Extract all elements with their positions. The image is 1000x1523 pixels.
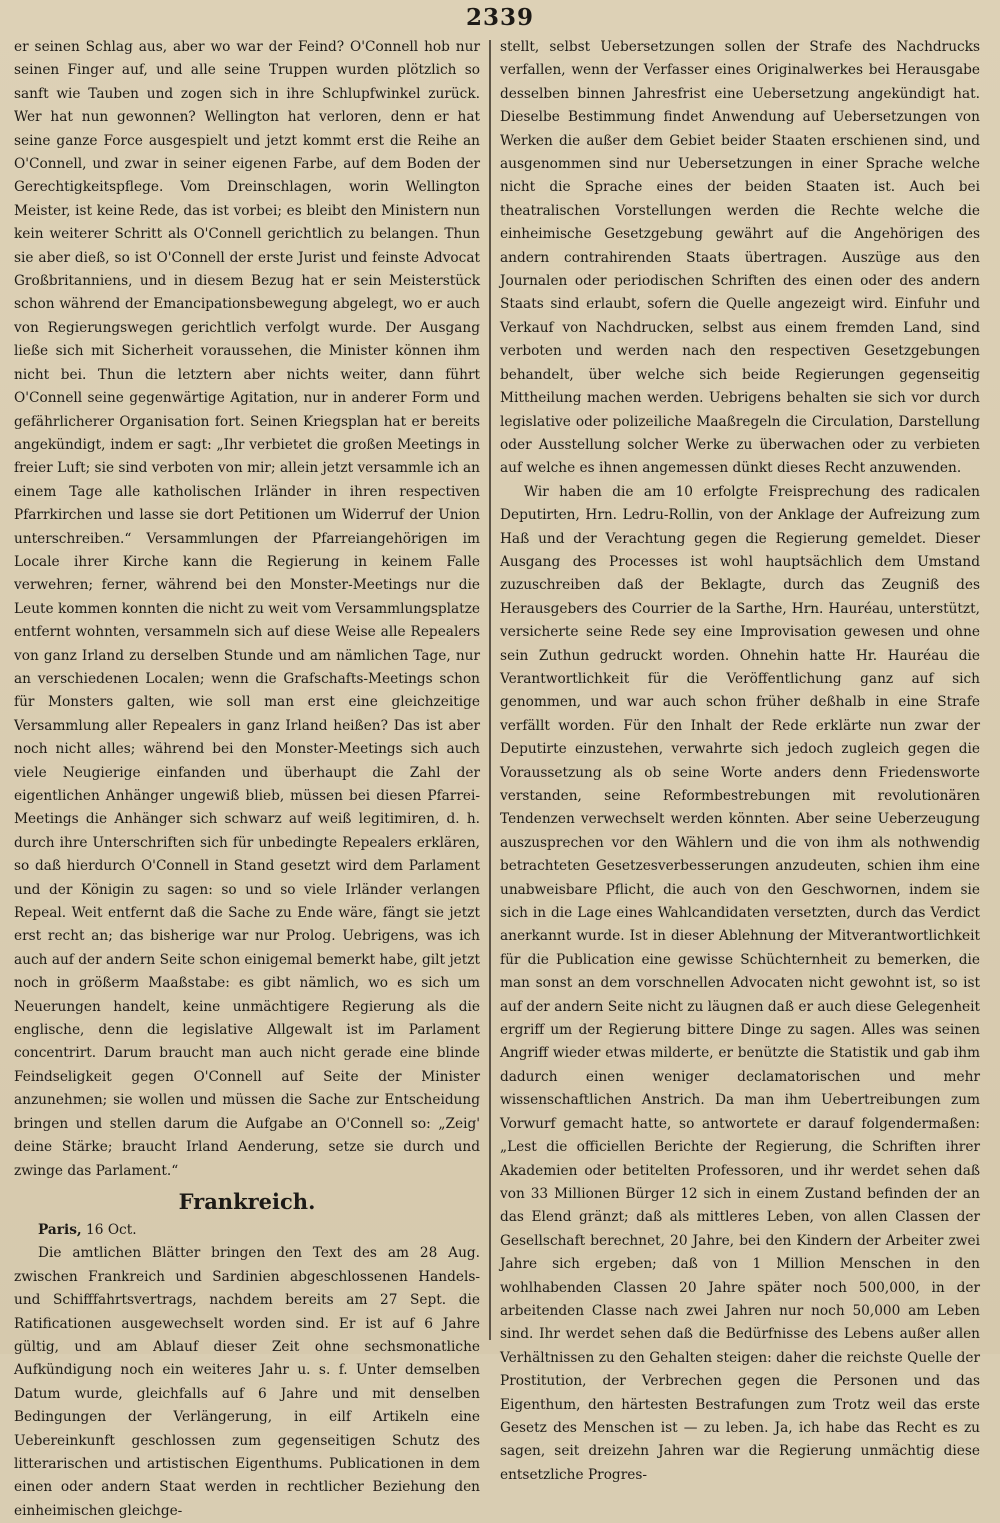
- article-paragraph: Wir haben die am 10 erfolgte Freisprechung des radicalen Deputirten, Hrn. Ledru-Rollin, von der Anklage der Aufreizung zum Haß und der Verachtung gegen die Regierung gemeldet. Dieser Ausgang des Processes ist wohl hauptsächlich dem Umstand zuzuschreiben daß der Beklagte, durch das Zeugniß des Herausgebers des Courrier de la Sarthe, Hrn. Hauréau, unterstützt, versicherte seine Rede sey eine Improvisation gewesen und ohne sein Zuthun gedruckt worden. Ohnehin hatte Hr. Hauréau die Verantwortlichkeit für die Veröffentlichung ganz auf sich genommen, und war auch schon früher deßhalb in eine Strafe verfällt worden. Für den Inhalt der Rede erklärte nun zwar der Deputirte einzustehen, verwahrte sich jedoch zugleich gegen die Voraussetzung als ob seine Worte anders denn Friedensworte verstanden, seine Reformbestrebungen mit revolutionären Tendenzen verwechselt werden könnten. Aber seine Ueberzeugung auszusprechen vor den Wählern und die von ihm als nothwendig betrachteten Gesetzesverbesserungen anzudeuten, schien ihm eine unabweisbare Pflicht, die auch von den Geschwornen, indem sie sich in die Lage eines Wahlcandidaten versetzten, durch das Verdict anerkannt wurde. Ist in dieser Ablehnung der Mitverantwortlichkeit für die Publication eine gewisse Schüchternheit zu bemerken, die man sonst an dem vorschnellen Advocaten nicht gewohnt ist, so ist auf der andern Seite nicht zu läugnen daß er auch diese Gelegenheit ergriff um der Regierung bittere Dinge zu sagen. Alles was seinen Angriff wieder etwas milderte, er benützte die Statistik und gab ihm dadurch einen weniger declamatorischen und mehr wissenschaftlichen Anstrich. Da man ihm Uebertreibungen zum Vorwurf gemacht hatte, so antwortete er darauf folgendermaßen: „Lest die officiellen Berichte der Regierung, die Schriften ihrer Akademien oder betitelten Professoren, und ihr werdet sehen daß von 33 Millionen Bürger 12 sich in einem Zustand befinden der an das Elend gränzt; daß als mittleres Leben, von allen Classen der Gesellschaft berechnet, 20 Jahre, bei den Kindern der Arbeiter zwei Jahre sich ergeben; daß von 1 Million Menschen in den wohlhabenden Classen 20 Jahre später noch 500,000, in der arbeitenden Classe nach zwei Jahren nur noch 50,000 am Leben sind. Ihr werdet sehen daß die Bedürfnisse des Lebens außer allen Verhältnissen zu den Gehalten steigen: daher die reichste Quelle der Prostitution, der Verbrechen gegen die Personen und das Eigenthum, den härtesten Bestrafungen zum Trotz weil das erste Gesetz des Menschen ist — zu leben. Ja, ich habe das Recht es zu sagen, seit dreizehn Jahren war die Regierung unmächtig diese entsetzliche Progres-: [500, 483, 980, 1483]
- article-paragraph: [14, 1219, 480, 1242]
- page-number: 2339: [465, 4, 534, 31]
- article-paragraph: Die amtlichen Blätter bringen den Text des am 28 Aug. zwischen Frankreich und Sardinien abgeschlossenen Handels- und Schifffahrtsvertrags, nachdem bereits am 27 Sept. die Ratificationen ausgewechselt worden sind. Er ist auf 6 Jahre gültig, und am Ablauf dieser Zeit ohne sechsmonatliche Aufkündigung noch ein weiteres Jahr u. s. f. Unter demselben Datum wurde, gleichfalls auf 6 Jahre und mit denselben Bedingungen der Verlängerung, in eilf Artikeln eine Uebereinkunft geschlossen zum gegenseitigen Schutz des litterarischen und artistischen Eigenthums. Publicationen in dem einen oder andern Staat werden in rechtlicher Beziehung den einheimischen gleichge-: [14, 1245, 480, 1519]
- column-divider: [489, 40, 491, 1340]
- section-heading: Frankreich.: [178, 1188, 316, 1214]
- right-column: [500, 36, 980, 1483]
- dateline: Paris,: [38, 1221, 82, 1238]
- left-column: [14, 36, 480, 1519]
- date: 16 Oct.: [86, 1221, 137, 1238]
- article-paragraph: stellt, selbst Uebersetzungen sollen der Strafe des Nachdrucks verfallen, wenn der Verfasser eines Originalwerkes bei Herausgabe desselben binnen Jahresfrist eine Uebersetzung angekündigt hat. Dieselbe Bestimmung findet Anwendung auf Uebersetzungen von Werken die außer dem Gebiet beider Staaten erschienen sind, und ausgenommen sind nur Uebersetzungen in einer Sprache welche nicht die Sprache eines der beiden Staaten ist. Auch bei theatralischen Vorstellungen werden die Rechte welche die einheimische Gesetzgebung gewährt auf die Angehörigen des andern contrahirenden Staats übertragen. Auszüge aus den Journalen oder periodischen Schriften des einen oder des andern Staats sind erlaubt, sofern die Quelle angezeigt wird. Einfuhr und Verkauf von Nachdrucken, selbst aus einem fremden Land, sind verboten und werden nach den respectiven Gesetzgebungen behandelt, über welche sich beide Regierungen gegenseitig Mittheilung machen werden. Uebrigens behalten sie sich vor durch legislative oder polizeiliche Maaßregeln die Circulation, Darstellung oder Ausstellung solcher Werke zu überwachen oder zu verbieten auf welche es ihnen angemessen dünkt dieses Recht anzuwenden.: [500, 39, 980, 477]
- article-paragraph: er seinen Schlag aus, aber wo war der Feind? O'Connell hob nur seinen Finger auf, und alle seine Truppen wurden plötzlich so sanft wie Tauben und zogen sich in ihre Schlupfwinkel zurück. Wer hat nun gewonnen? Wellington hat verloren, denn er hat seine ganze Force ausgespielt und jetzt kommt erst die Reihe an O'Connell, und zwar in seiner eigenen Farbe, auf dem Boden der Gerechtigkeitspflege. Vom Dreinschlagen, worin Wellington Meister, ist keine Rede, das ist vorbei; es bleibt den Ministern nun kein weiterer Schritt als O'Connell gerichtlich zu belangen. Thun sie aber dieß, so ist O'Connell der erste Jurist und feinste Advocat Großbritanniens, und in diesem Bezug hat er sein Meisterstück schon während der Emancipationsbewegung abgelegt, wo er auch von Regierungswegen gerichtlich verfolgt wurde. Der Ausgang ließe sich mit Sicherheit voraussehen, die Minister können ihm nicht bei. Thun die letztern aber nichts weiter, dann führt O'Connell seine gegenwärtige Agitation, nur in anderer Form und gefährlicherer Organisation fort. Seinen Kriegsplan hat er bereits angekündigt, indem er sagt: „Ihr verbietet die großen Meetings in freier Luft; sie sind verboten von mir; allein jetzt versammle ich an einem Tage alle katholischen Irländer in ihren respectiven Pfarrkirchen und lasse sie dort Petitionen um Widerruf der Union unterschreiben.“ Versammlungen der Pfarreiangehörigen im Locale ihrer Kirche kann die Regierung in keinem Falle verwehren; ferner, während bei den Monster-Meetings nur die Leute kommen konnten die nicht zu weit vom Versammlungsplatze entfernt wohnten, versammeln sich auf diese Weise alle Repealers von ganz Irland zu derselben Stunde und am nämlichen Tage, nur an verschiedenen Localen; wenn die Grafschafts-Meetings schon für Monsters galten, wie soll man erst eine gleichzeitige Versammlung aller Repealers in ganz Irland heißen? Das ist aber noch nicht alles; während bei den Monster-Meetings sich auch viele Neugierige einfanden und überhaupt die Zahl der eigentlichen Anhänger ungewiß blieb, müssen bei diesen Pfarrei-Meetings die Anhänger sich schwarz auf weiß legitimiren, d. h. durch ihre Unterschriften sich für unbedingte Repealers erklären, so daß hierdurch O'Connell in Stand gesetzt wird dem Parlament und der Königin zu sagen: so und so viele Irländer verlangen Repeal. Weit entfernt daß die Sache zu Ende wäre, fängt sie jetzt erst recht an; das bisherige war nur Prolog. Uebrigens, was ich auch auf der andern Seite schon einigemal bemerkt habe, gilt jetzt noch in größerm Maaßstabe: es gibt nämlich, wo es sich um Neuerungen handelt, keine unmächtigere Regierung als die englische, denn die legislative Allgewalt ist im Parlament concentrirt. Darum braucht man auch nicht gerade eine blinde Feindseligkeit gegen O'Connell auf Seite der Minister anzunehmen; sie wollen und müssen die Sache zur Entscheidung bringen und stellen darum die Aufgabe an O'Connell so: „Zeig' deine Stärke; braucht Irland Aenderung, setze sie durch und zwinge das Parlament.“: [14, 39, 480, 1179]
